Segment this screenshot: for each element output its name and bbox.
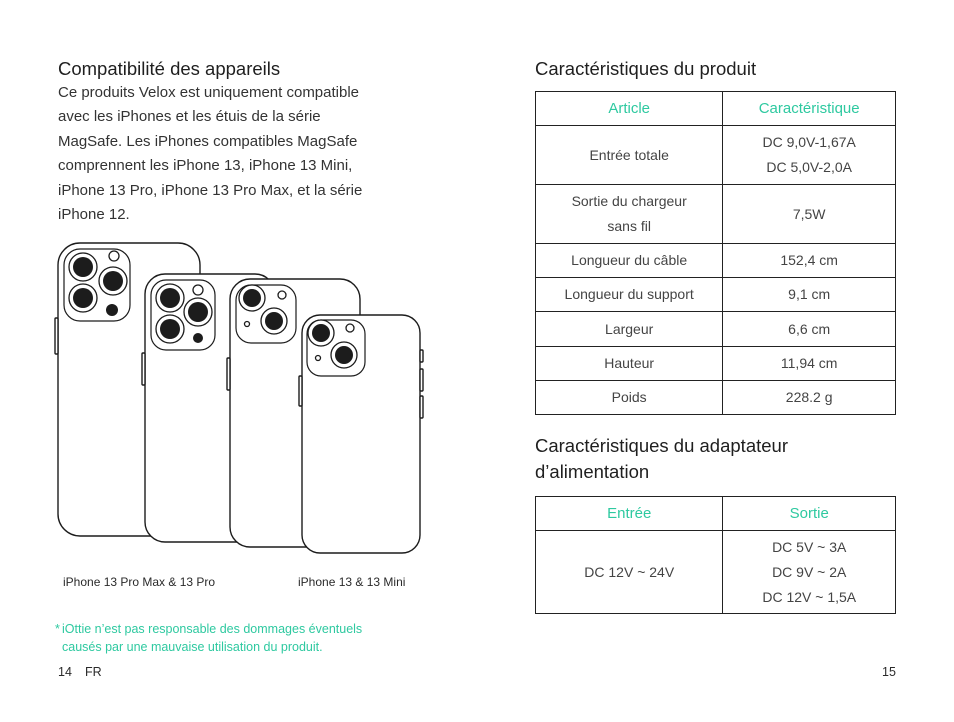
page-number-left: 14 <box>58 665 72 679</box>
caption-iphone-mini: iPhone 13 & 13 Mini <box>298 575 406 589</box>
caption-iphone-pro: iPhone 13 Pro Max & 13 Pro <box>63 575 216 589</box>
table-header-article: Article <box>536 92 723 126</box>
table-row <box>536 381 896 415</box>
table-cell: 6,6 cm <box>723 312 896 347</box>
language-code: FR <box>85 665 102 679</box>
page-number-right: 15 <box>882 665 896 679</box>
table-cell: DC 5V ~ 3A DC 9V ~ 2A DC 12V ~ 1,5A <box>723 531 896 614</box>
adapter-spec-table <box>535 496 896 614</box>
iphone-13-mini-drawing <box>299 315 423 553</box>
table-header-input: Entrée <box>536 497 723 531</box>
table-cell: 9,1 cm <box>723 278 896 312</box>
table-cell: DC 12V ~ 24V <box>536 531 723 614</box>
table-cell: Sortie du chargeur sans fil <box>536 185 723 244</box>
table-row <box>536 185 896 244</box>
table-cell: 7,5W <box>723 185 896 244</box>
product-spec-table <box>535 91 896 415</box>
table-row <box>536 278 896 312</box>
adapter-spec-heading-line2: d’alimentation <box>535 461 650 482</box>
product-spec-heading: Caractéristiques du produit <box>535 58 757 79</box>
table-header-row <box>536 497 896 531</box>
table-header-row <box>536 92 896 126</box>
table-row <box>536 531 896 614</box>
table-cell: Largeur <box>536 312 723 347</box>
table-cell: 228.2 g <box>723 381 896 415</box>
iphone-illustration <box>50 238 430 560</box>
table-row <box>536 347 896 381</box>
table-row <box>536 312 896 347</box>
table-cell: DC 9,0V-1,67A DC 5,0V-2,0A <box>723 126 896 185</box>
table-cell: Entrée totale <box>536 126 723 185</box>
table-header-characteristic: Caractéristique <box>723 92 896 126</box>
table-header-output: Sortie <box>723 497 896 531</box>
table-cell: 11,94 cm <box>723 347 896 381</box>
compatibility-heading: Compatibilité des appareils <box>58 58 281 79</box>
footnote-mark: * <box>55 622 60 636</box>
table-cell: Poids <box>536 381 723 415</box>
table-row <box>536 244 896 278</box>
compatibility-paragraph: Ce produits Velox est uniquement compatible avec les iPhones et les étuis de la série MagSafe. Les iPhones compatibles MagSafe comprennent les iPhone 13, iPhone 13 Mini, iPhone 13 Pro, iPhone 13 Pro Max, et la série iPhone 12. <box>58 84 363 224</box>
table-cell: 152,4 cm <box>723 244 896 278</box>
adapter-spec-heading-line1: Caractéristiques du adaptateur <box>535 435 788 456</box>
table-row <box>536 126 896 185</box>
footnote: iOttie n’est pas responsable des dommages éventuels causés par une mauvaise utilisation du produit. <box>62 622 363 654</box>
table-cell: Longueur du câble <box>536 244 723 278</box>
table-cell: Longueur du support <box>536 278 723 312</box>
table-cell: Hauteur <box>536 347 723 381</box>
